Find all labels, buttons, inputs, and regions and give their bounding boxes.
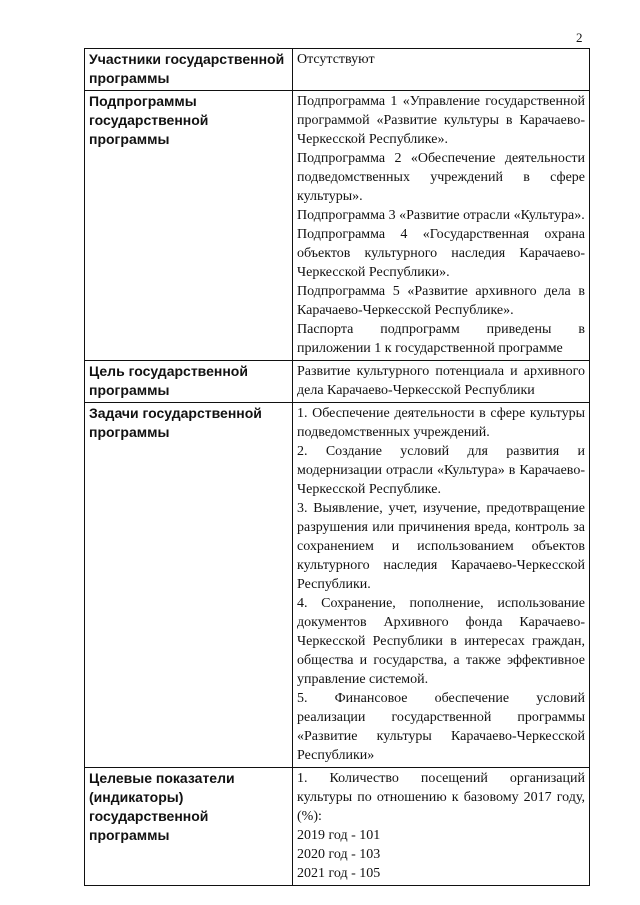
paragraph: 1. Количество посещений организаций культуры по отношению к базовому 2017 году, (%): — [297, 771, 585, 824]
paragraph: 2019 год - 101 — [297, 828, 381, 843]
row-value — [293, 49, 590, 91]
row-label: Участники государственной программы — [85, 49, 293, 91]
paragraph: Подпрограмма 4 «Государственная охрана объектов культурного наследия Карачаево-Черкесской Республики». — [297, 227, 585, 280]
paragraph: Подпрограмма 3 «Развитие отрасли «Культура». — [297, 208, 585, 223]
paragraph: 2020 год - 103 — [297, 847, 381, 862]
paragraph: 2. Создание условий для развития и модернизации отрасли «Культура» в Карачаево-Черкесской Республике. — [297, 444, 585, 497]
paragraph: Подпрограмма 2 «Обеспечение деятельности подведомственных учреждений в сфере культуры». — [297, 151, 585, 204]
table-row-goal — [85, 361, 590, 403]
row-value — [293, 403, 590, 768]
paragraph: Паспорта подпрограмм приведены в приложении 1 к государственной программе — [297, 322, 585, 356]
paragraph: Отсутствуют — [297, 52, 375, 67]
paragraph: 2021 год - 105 — [297, 866, 381, 881]
row-value — [293, 361, 590, 403]
row-label: Подпрограммы государственной программы — [85, 91, 293, 361]
row-label: Целевые показатели (индикаторы) государственной программы — [85, 768, 293, 886]
table-row-tasks — [85, 403, 590, 768]
paragraph: Развитие культурного потенциала и архивного дела Карачаево-Черкесской Республики — [297, 364, 585, 398]
table-row-subprograms — [85, 91, 590, 361]
table-row-participants — [85, 49, 590, 91]
page-number: 2 — [576, 30, 583, 45]
paragraph: 1. Обеспечение деятельности в сфере культуры подведомственных учреждений. — [297, 406, 585, 440]
row-label: Цель государственной программы — [85, 361, 293, 403]
row-label: Задачи государственной программы — [85, 403, 293, 768]
row-value — [293, 768, 590, 886]
table-row-indicators — [85, 768, 590, 886]
paragraph: Подпрограмма 5 «Развитие архивного дела в Карачаево-Черкесской Республике». — [297, 284, 585, 318]
paragraph: 5. Финансовое обеспечение условий реализации государственной программы «Развитие культуры Карачаево-Черкесской Республики» — [297, 691, 585, 763]
paragraph: Подпрограмма 1 «Управление государственной программой «Развитие культуры в Карачаево-Черкесской Республике». — [297, 94, 585, 147]
paragraph: 4. Сохранение, пополнение, использование документов Архивного фонда Карачаево-Черкесской Республики в интересах граждан, общества и государства, а также эффективное управление системой. — [297, 596, 585, 687]
paragraph: 3. Выявление, учет, изучение, предотвращение разрушения или причинения вреда, контроль за сохранением и использованием объектов культурного наследия Карачаево-Черкесской Республики. — [297, 501, 585, 592]
program-passport-table — [84, 48, 590, 886]
row-value — [293, 91, 590, 361]
